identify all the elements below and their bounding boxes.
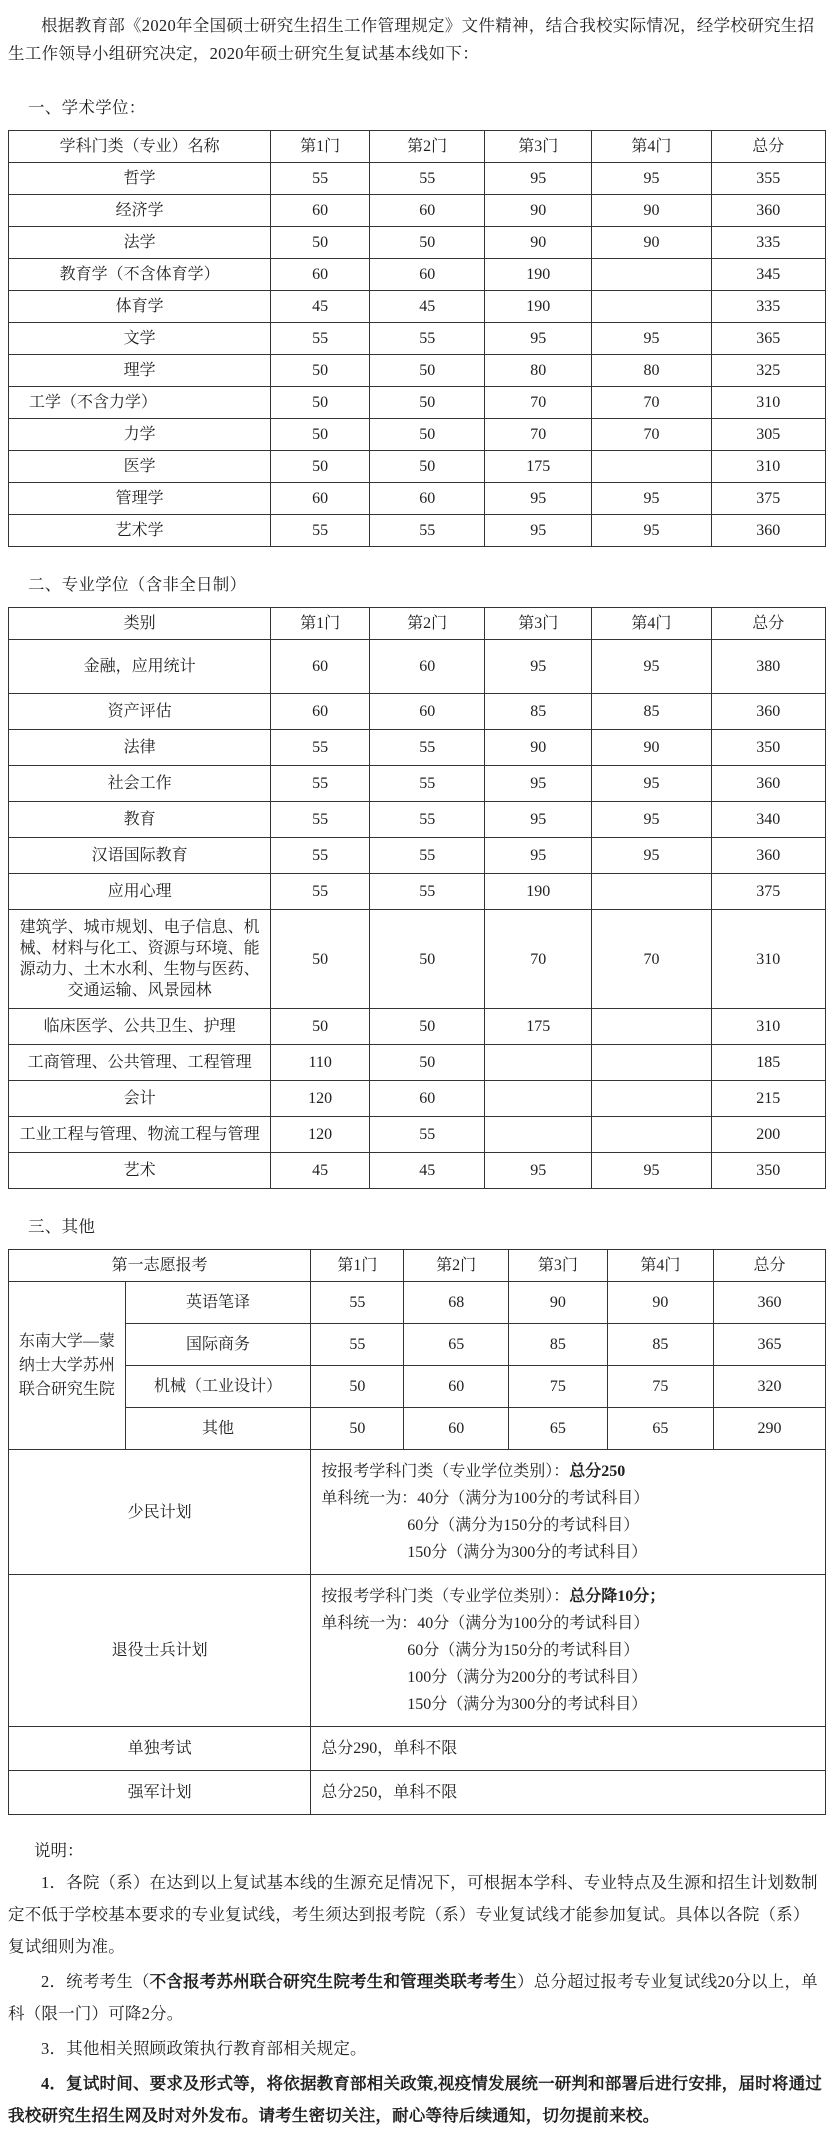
table-row [9, 910, 826, 1009]
table-row [9, 227, 826, 259]
score-cell: 50 [271, 1009, 370, 1045]
text-segment: 60分（满分为150分的考试科目） [407, 1517, 640, 1534]
score-cell: 355 [711, 163, 825, 195]
score-cell: 90 [607, 1282, 713, 1324]
table-row [9, 1153, 826, 1189]
score-cell: 90 [485, 195, 592, 227]
score-cell: 310 [711, 451, 825, 483]
score-cell: 95 [485, 1153, 592, 1189]
column-header: 第1门 [271, 131, 370, 163]
score-cell: 50 [271, 419, 370, 451]
table-row [9, 195, 826, 227]
category-cell: 艺术 [9, 1153, 271, 1189]
score-cell: 325 [711, 355, 825, 387]
score-cell [485, 1045, 592, 1081]
table-row [9, 451, 826, 483]
plan-content-cell [311, 1727, 826, 1771]
score-cell: 95 [485, 838, 592, 874]
plan-line [321, 1779, 815, 1806]
plan-line [321, 1610, 815, 1637]
plan-line [321, 1691, 815, 1718]
text-segment: 4．复试时间、要求及形式等，将依据教育部相关政策,视疫情发展统一研判和部署后进行安排，届时将通过我校研究生招生网及时对外发布。请考生密切关注，耐心等待后续通知，切勿提前来校。 [8, 2074, 822, 2125]
score-cell: 95 [485, 766, 592, 802]
score-cell [485, 1081, 592, 1117]
score-cell: 335 [711, 227, 825, 259]
group-label-cell: 东南大学—蒙纳士大学苏州联合研究生院 [9, 1282, 126, 1450]
score-cell: 90 [592, 227, 711, 259]
plan-line [321, 1512, 815, 1539]
text-segment: 150分（满分为300分的考试科目） [407, 1696, 648, 1713]
column-header: 第2门 [370, 131, 485, 163]
score-cell: 50 [370, 419, 485, 451]
category-cell: 应用心理 [9, 874, 271, 910]
score-cell: 360 [711, 694, 825, 730]
score-cell: 50 [370, 1009, 485, 1045]
table-row [9, 163, 826, 195]
score-cell: 55 [271, 323, 370, 355]
text-segment: 总分250，单科不限 [321, 1784, 458, 1801]
score-cell [592, 1117, 711, 1153]
score-cell: 95 [485, 515, 592, 547]
score-cell: 45 [271, 291, 370, 323]
table-row [9, 483, 826, 515]
score-cell: 55 [271, 874, 370, 910]
score-cell: 50 [370, 387, 485, 419]
table-row [9, 387, 826, 419]
column-header: 第4门 [607, 1250, 713, 1282]
others-table-body [9, 1282, 826, 1815]
score-cell: 75 [508, 1366, 607, 1408]
category-cell: 力学 [9, 419, 271, 451]
score-cell: 85 [592, 694, 711, 730]
score-cell: 310 [711, 387, 825, 419]
column-header: 第1门 [311, 1250, 404, 1282]
score-cell: 90 [592, 195, 711, 227]
column-header: 第2门 [370, 608, 485, 640]
column-header: 第一志愿报考 [9, 1250, 311, 1282]
section-3-heading: 三、其他 [28, 1217, 96, 1236]
score-cell: 60 [404, 1408, 509, 1450]
table-row [9, 1408, 826, 1450]
score-cell: 45 [370, 291, 485, 323]
score-cell: 360 [711, 838, 825, 874]
score-cell: 95 [592, 838, 711, 874]
score-cell: 95 [485, 323, 592, 355]
column-header: 类别 [9, 608, 271, 640]
sub-label-cell: 其他 [125, 1408, 310, 1450]
score-cell: 55 [271, 766, 370, 802]
score-cell [592, 1081, 711, 1117]
score-cell: 95 [592, 163, 711, 195]
column-header: 总分 [714, 1250, 826, 1282]
score-cell: 50 [370, 1045, 485, 1081]
plan-line [321, 1637, 815, 1664]
plan-content-cell [311, 1575, 826, 1727]
score-cell: 45 [370, 1153, 485, 1189]
score-cell: 365 [714, 1324, 826, 1366]
score-cell: 95 [485, 640, 592, 694]
score-cell [592, 1009, 711, 1045]
score-cell: 55 [271, 730, 370, 766]
text-segment: 100分（满分为200分的考试科目） [407, 1669, 648, 1686]
column-header: 第3门 [485, 608, 592, 640]
score-cell: 215 [711, 1081, 825, 1117]
section-1-heading: 一、学术学位： [28, 98, 146, 117]
table-row [9, 1117, 826, 1153]
score-cell: 55 [370, 163, 485, 195]
score-cell [592, 1045, 711, 1081]
score-cell [592, 451, 711, 483]
text-segment: 按报考学科门类（专业学位类别）： [321, 1463, 570, 1480]
score-cell: 290 [714, 1408, 826, 1450]
plan-line [321, 1583, 815, 1610]
academic-table-body [9, 163, 826, 547]
plan-content-cell [311, 1450, 826, 1575]
score-cell: 55 [370, 838, 485, 874]
category-cell: 文学 [9, 323, 271, 355]
score-cell: 60 [271, 259, 370, 291]
score-cell: 85 [485, 694, 592, 730]
score-cell: 55 [370, 874, 485, 910]
score-cell [592, 291, 711, 323]
score-cell: 360 [711, 515, 825, 547]
category-cell: 资产评估 [9, 694, 271, 730]
score-cell: 50 [311, 1408, 404, 1450]
notes-heading: 说明： [34, 1841, 84, 1860]
score-cell: 50 [311, 1366, 404, 1408]
plan-line [321, 1485, 815, 1512]
category-cell: 教育学（不含体育学） [9, 259, 271, 291]
score-cell: 305 [711, 419, 825, 451]
category-cell: 理学 [9, 355, 271, 387]
score-cell: 190 [485, 259, 592, 291]
plan-line [321, 1539, 815, 1566]
table-row [9, 1282, 826, 1324]
score-cell: 335 [711, 291, 825, 323]
section-2-heading: 二、专业学位（含非全日制） [28, 575, 247, 594]
score-cell: 50 [271, 227, 370, 259]
text-segment: 60分（满分为150分的考试科目） [407, 1642, 640, 1659]
text-segment: 1．各院（系）在达到以上复试基本线的生源充足情况下，可根据本学科、专业特点及生源和招生计划数制定不低于学校基本要求的专业复试线，考生须达到报考院（系）专业复试线才能参加复试。具体以各院（系）复试细则为准。 [8, 1873, 818, 1956]
text-segment: 150分（满分为300分的考试科目） [407, 1544, 648, 1561]
text-segment: 按报考学科门类（专业学位类别）： [321, 1588, 570, 1605]
score-cell: 95 [485, 483, 592, 515]
score-cell: 310 [711, 1009, 825, 1045]
column-header: 第4门 [592, 131, 711, 163]
table-row [9, 1366, 826, 1408]
intro-paragraph: 根据教育部《2020年全国硕士研究生招生工作管理规定》文件精神，结合我校实际情况，经学校研究生招生工作领导小组研究决定，2020年硕士研究生复试基本线如下： [8, 16, 815, 63]
score-cell: 55 [370, 323, 485, 355]
score-cell: 200 [711, 1117, 825, 1153]
note-item [8, 2033, 826, 2065]
plan-line [321, 1664, 815, 1691]
column-header: 第3门 [485, 131, 592, 163]
text-segment: ）总分超过报考专业复试线20分以上，单科（限一门）可降2分。 [8, 1972, 818, 2023]
table-row [9, 291, 826, 323]
header-row [9, 1250, 826, 1282]
score-cell: 70 [485, 387, 592, 419]
category-cell: 法律 [9, 730, 271, 766]
score-cell: 70 [592, 910, 711, 1009]
score-cell: 50 [370, 355, 485, 387]
score-cell: 375 [711, 874, 825, 910]
category-cell: 体育学 [9, 291, 271, 323]
score-cell: 60 [370, 640, 485, 694]
score-cell: 85 [508, 1324, 607, 1366]
header-row [9, 608, 826, 640]
table-row [9, 1575, 826, 1727]
score-cell: 80 [592, 355, 711, 387]
score-cell: 65 [404, 1324, 509, 1366]
category-cell: 医学 [9, 451, 271, 483]
table-row [9, 766, 826, 802]
score-cell: 190 [485, 874, 592, 910]
score-cell: 65 [508, 1408, 607, 1450]
score-cell: 380 [711, 640, 825, 694]
table-row [9, 259, 826, 291]
table-row [9, 694, 826, 730]
bold-text: 总分降10分； [569, 1588, 666, 1605]
score-cell: 175 [485, 1009, 592, 1045]
score-cell: 60 [370, 483, 485, 515]
column-header: 总分 [711, 131, 825, 163]
score-cell: 185 [711, 1045, 825, 1081]
category-cell: 工学（不含力学） [9, 387, 271, 419]
score-cell: 80 [485, 355, 592, 387]
score-cell: 350 [711, 730, 825, 766]
plan-content-cell [311, 1771, 826, 1815]
category-cell: 汉语国际教育 [9, 838, 271, 874]
academic-degree-table [8, 130, 826, 547]
score-cell: 55 [370, 802, 485, 838]
plan-label-cell: 单独考试 [9, 1727, 311, 1771]
score-cell: 95 [592, 640, 711, 694]
score-cell: 90 [592, 730, 711, 766]
column-header: 第2门 [404, 1250, 509, 1282]
score-cell: 175 [485, 451, 592, 483]
professional-table-header [9, 608, 826, 640]
bold-text: 总分250 [569, 1463, 626, 1480]
score-cell: 50 [370, 910, 485, 1009]
category-cell: 工业工程与管理、物流工程与管理 [9, 1117, 271, 1153]
score-cell: 55 [271, 515, 370, 547]
table-row [9, 730, 826, 766]
score-cell: 360 [711, 766, 825, 802]
table-row [9, 323, 826, 355]
category-cell: 临床医学、公共卫生、护理 [9, 1009, 271, 1045]
score-cell: 345 [711, 259, 825, 291]
text-segment: 2．统考考生（ [41, 1972, 150, 1991]
column-header: 学科门类（专业）名称 [9, 131, 271, 163]
text-segment: 单科统一为：40分（满分为100分的考试科目） [321, 1615, 650, 1632]
score-cell: 85 [607, 1324, 713, 1366]
score-cell: 70 [592, 387, 711, 419]
professional-table-body [9, 640, 826, 1189]
others-table [8, 1249, 826, 1815]
score-cell: 50 [271, 910, 370, 1009]
score-cell: 110 [271, 1045, 370, 1081]
table-row [9, 838, 826, 874]
score-cell: 65 [607, 1408, 713, 1450]
score-cell: 60 [271, 640, 370, 694]
table-row [9, 1450, 826, 1575]
others-table-header [9, 1250, 826, 1282]
bold-text: 不含报考苏州联合研究生院考生和管理类联考考生 [149, 1972, 518, 1991]
score-cell: 60 [271, 483, 370, 515]
table-row [9, 874, 826, 910]
plan-line [321, 1735, 815, 1762]
score-cell: 50 [370, 451, 485, 483]
score-cell: 340 [711, 802, 825, 838]
score-cell: 55 [370, 515, 485, 547]
score-cell: 360 [714, 1282, 826, 1324]
score-cell: 68 [404, 1282, 509, 1324]
score-cell: 50 [271, 387, 370, 419]
score-cell: 95 [592, 483, 711, 515]
score-cell: 60 [271, 694, 370, 730]
score-cell: 55 [370, 1117, 485, 1153]
text-segment: 3．其他相关照顾政策执行教育部相关规定。 [41, 2039, 367, 2058]
score-cell: 45 [271, 1153, 370, 1189]
score-cell: 90 [508, 1282, 607, 1324]
text-segment: 总分290，单科不限 [321, 1740, 458, 1757]
score-cell: 120 [271, 1081, 370, 1117]
table-row [9, 1045, 826, 1081]
score-cell [485, 1117, 592, 1153]
score-cell: 75 [607, 1366, 713, 1408]
plan-label-cell: 退役士兵计划 [9, 1575, 311, 1727]
text-segment: 单科统一为：40分（满分为100分的考试科目） [321, 1490, 650, 1507]
score-cell: 95 [592, 515, 711, 547]
column-header: 第4门 [592, 608, 711, 640]
score-cell: 95 [592, 323, 711, 355]
score-cell: 55 [271, 838, 370, 874]
score-cell: 70 [485, 910, 592, 1009]
category-cell: 会计 [9, 1081, 271, 1117]
note-item [8, 1867, 826, 1963]
plan-line [321, 1458, 815, 1485]
score-cell: 365 [711, 323, 825, 355]
score-cell: 90 [485, 730, 592, 766]
score-cell: 60 [370, 1081, 485, 1117]
score-cell: 310 [711, 910, 825, 1009]
score-cell: 55 [311, 1324, 404, 1366]
score-cell: 95 [592, 766, 711, 802]
category-cell: 哲学 [9, 163, 271, 195]
score-cell: 360 [711, 195, 825, 227]
academic-table-header [9, 131, 826, 163]
table-row [9, 1727, 826, 1771]
sub-label-cell: 机械（工业设计） [125, 1366, 310, 1408]
table-row [9, 1081, 826, 1117]
notes-section [8, 1837, 826, 2132]
professional-degree-table [8, 607, 826, 1189]
score-cell: 95 [485, 802, 592, 838]
score-cell: 55 [271, 802, 370, 838]
header-row [9, 131, 826, 163]
score-cell [592, 259, 711, 291]
category-cell: 艺术学 [9, 515, 271, 547]
score-cell: 50 [370, 227, 485, 259]
score-cell: 60 [370, 259, 485, 291]
category-cell: 建筑学、城市规划、电子信息、机械、材料与化工、资源与环境、能源动力、土木水利、生物与医药、交通运输、风景园林 [9, 910, 271, 1009]
score-cell: 50 [271, 451, 370, 483]
column-header: 总分 [711, 608, 825, 640]
sub-label-cell: 英语笔译 [125, 1282, 310, 1324]
table-row [9, 802, 826, 838]
category-cell: 工商管理、公共管理、工程管理 [9, 1045, 271, 1081]
score-cell: 90 [485, 227, 592, 259]
score-cell: 120 [271, 1117, 370, 1153]
score-cell: 60 [271, 195, 370, 227]
score-cell: 95 [592, 1153, 711, 1189]
score-cell: 60 [370, 195, 485, 227]
score-cell: 320 [714, 1366, 826, 1408]
note-item [8, 2068, 826, 2132]
table-row [9, 1324, 826, 1366]
category-cell: 法学 [9, 227, 271, 259]
plan-label-cell: 少民计划 [9, 1450, 311, 1575]
note-item [8, 1966, 826, 2030]
category-cell: 教育 [9, 802, 271, 838]
score-cell: 55 [271, 163, 370, 195]
table-row [9, 515, 826, 547]
score-cell: 70 [592, 419, 711, 451]
table-row [9, 1009, 826, 1045]
notes-list [8, 1867, 826, 2132]
score-cell: 55 [370, 766, 485, 802]
category-cell: 社会工作 [9, 766, 271, 802]
table-row [9, 1771, 826, 1815]
table-row [9, 419, 826, 451]
score-cell: 50 [271, 355, 370, 387]
score-cell: 190 [485, 291, 592, 323]
score-cell: 60 [404, 1366, 509, 1408]
category-cell: 管理学 [9, 483, 271, 515]
score-cell [592, 874, 711, 910]
table-row [9, 355, 826, 387]
score-cell: 375 [711, 483, 825, 515]
score-cell: 55 [311, 1282, 404, 1324]
score-cell: 95 [592, 802, 711, 838]
table-row [9, 640, 826, 694]
plan-label-cell: 强军计划 [9, 1771, 311, 1815]
score-cell: 95 [485, 163, 592, 195]
score-cell: 350 [711, 1153, 825, 1189]
column-header: 第3门 [508, 1250, 607, 1282]
category-cell: 金融，应用统计 [9, 640, 271, 694]
score-cell: 70 [485, 419, 592, 451]
score-cell: 60 [370, 694, 485, 730]
score-cell: 55 [370, 730, 485, 766]
column-header: 第1门 [271, 608, 370, 640]
sub-label-cell: 国际商务 [125, 1324, 310, 1366]
category-cell: 经济学 [9, 195, 271, 227]
